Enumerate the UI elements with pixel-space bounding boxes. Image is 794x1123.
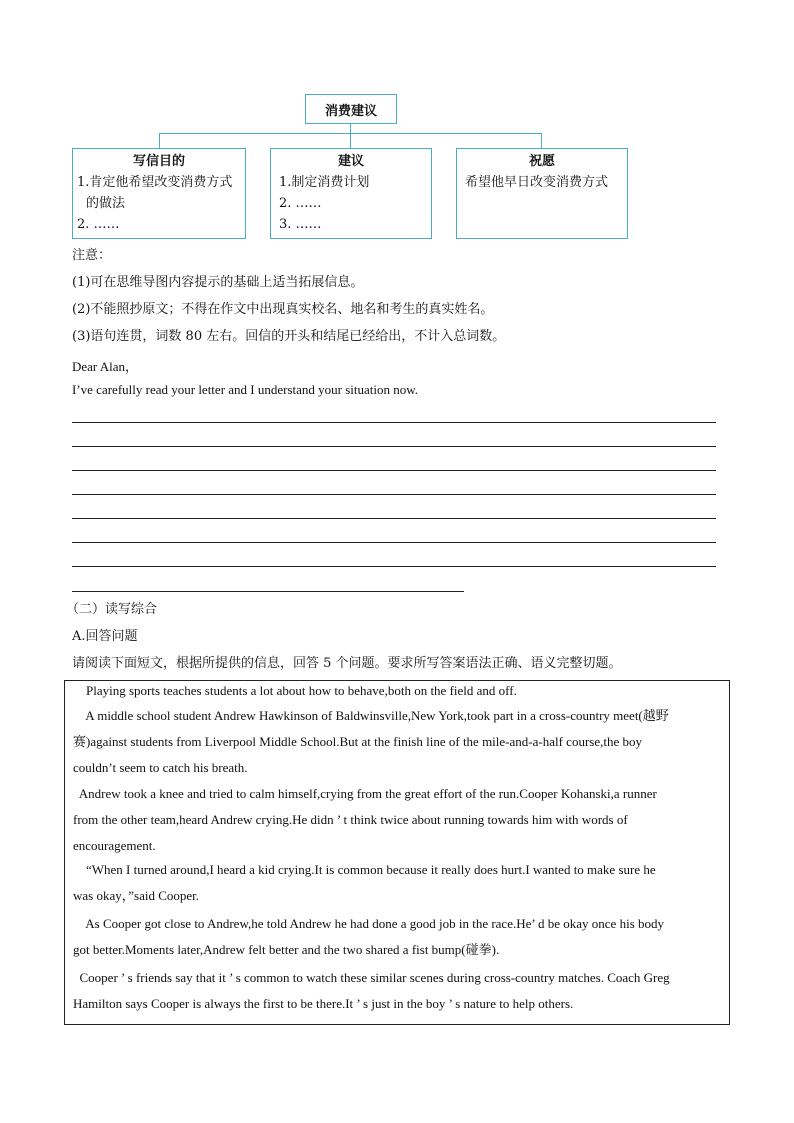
writing-line [72, 591, 464, 592]
part-a-title: A.回答问题 [72, 629, 138, 644]
branch-line: 2. …… [279, 196, 322, 211]
writing-line [72, 494, 716, 495]
connector-middle [350, 133, 351, 148]
passage-line: couldn’t seem to catch his breath. [73, 760, 248, 775]
mind-map-branch-purpose [72, 148, 246, 239]
branch-title: 建议 [337, 154, 364, 169]
writing-line [72, 566, 716, 567]
branch-line: 希望他早日改变消费方式 [465, 175, 609, 190]
branch-title: 写信目的 [132, 154, 185, 169]
passage-paragraph-5 [73, 911, 723, 963]
passage-paragraph-3 [73, 781, 723, 859]
connector-right [541, 133, 542, 148]
passage-line: got better.Moments later,Andrew felt better and the two shared a fist bump(碰拳). [73, 942, 500, 957]
passage-line: As Cooper got close to Andrew,he told Andrew he had done a good job in the race.He’ d be okay once his body [73, 916, 664, 931]
note-item-3: (3)语句连贯，词数 80 左右。回信的开头和结尾已经给出，不计入总词数。 [72, 329, 506, 344]
writing-line [72, 470, 716, 471]
branch-line: 3. …… [279, 217, 322, 232]
mind-map-branch-suggestions [270, 148, 432, 239]
mind-map-root-label: 消费建议 [324, 103, 377, 119]
passage-line: was okay，”said Cooper. [73, 888, 200, 903]
letter-greeting: Dear Alan， [72, 359, 139, 374]
section-title: （二）读写综合 [66, 602, 158, 617]
branch-line: 1.制定消费计划 [279, 175, 370, 190]
writing-line [72, 422, 716, 423]
passage-line: A middle school student Andrew Hawkinson of Baldwinsville,New York,took part in a cross-country meet(越野 [73, 708, 669, 723]
note-item-2: (2)不能照抄原文；不得在作文中出现真实校名、地名和考生的真实姓名。 [72, 302, 494, 317]
reading-passage [64, 680, 730, 1025]
passage-paragraph-1 [73, 678, 723, 704]
passage-line: Hamilton says Cooper is always the first to be there.It ’ s just in the boy ’ s nature to help others. [73, 996, 574, 1011]
mind-map-root [305, 94, 397, 124]
note-item-1: (1)可在思维导图内容提示的基础上适当拓展信息。 [72, 275, 364, 290]
branch-line: 的做法 [86, 196, 126, 211]
passage-line: “When I turned around,I heard a kid crying.It is common because it really does hurt.I wanted to make sure he [73, 862, 656, 877]
letter-opening: I’ve carefully read your letter and I understand your situation now. [72, 382, 419, 397]
passage-line: 赛)against students from Liverpool Middle School.But at the finish line of the mile-and-a-half course,the boy [73, 734, 642, 749]
passage-line: Cooper ’ s friends say that it ’ s common to watch these similar scenes during cross-country matches. Coach Greg [73, 970, 670, 985]
mind-map-branch-wishes [456, 148, 628, 239]
branch-line: 1.肯定他希望改变消费方式 [77, 175, 233, 190]
passage-line: encouragement. [73, 838, 156, 853]
passage-line: Playing sports teaches students a lot about how to behave,both on the field and off. [73, 683, 517, 698]
passage-line: from the other team,heard Andrew crying.He didn ’ t think twice about running towards him with words of [73, 812, 628, 827]
passage-paragraph-6 [73, 965, 723, 1017]
connector-left [159, 133, 160, 148]
passage-paragraph-4 [73, 857, 723, 909]
notes-heading: 注意： [72, 248, 112, 263]
writing-line [72, 446, 716, 447]
writing-line [72, 542, 716, 543]
instruction: 请阅读下面短文，根据所提供的信息，回答 5 个问题。要求所写答案语法正确、语义完整切题。 [72, 656, 622, 671]
writing-line [72, 518, 716, 519]
branch-title: 祝愿 [528, 154, 555, 169]
passage-line: Andrew took a knee and tried to calm himself,crying from the great effort of the run.Cooper Kohanski,a runner [73, 786, 657, 801]
branch-line: 2. …… [77, 217, 120, 232]
passage-paragraph-2 [73, 703, 723, 781]
